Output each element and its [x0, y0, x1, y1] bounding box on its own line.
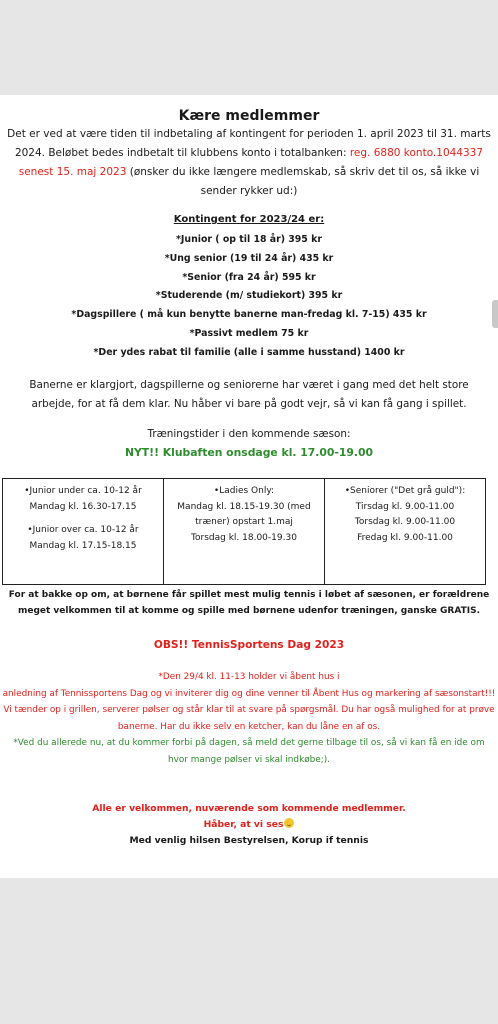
fee-item: *Passivt medlem 75 kr	[189, 327, 309, 339]
schedule-line: Torsdag kl. 18.00-19.30	[191, 532, 297, 543]
fee-item: *Studerende (m/ studiekort) 395 kr	[155, 290, 343, 302]
event-line: Vi tænder op i grillen, serverer pølser og står klar til at svare på spørgsmål. Du har også mulighed for at prøve banerne. Har du ikke selv en ketcher, kan du låne en af os.	[3, 705, 495, 732]
welcome-line: Alle er velkommen, nuværende som kommende medlemmer.	[92, 803, 406, 814]
hope-line	[0, 817, 498, 833]
event-details	[2, 669, 496, 769]
event-heading: OBS!! TennisSportens Dag 2023	[153, 639, 345, 651]
schedule-line: •Junior over ca. 10-12 år	[27, 525, 139, 536]
schedule-line: Mandag kl. 16.30-17.15	[29, 501, 137, 512]
schedule-line: Fredag kl. 9.00-11.00	[357, 532, 453, 543]
fee-item: *Senior (fra 24 år) 595 kr	[182, 271, 316, 283]
courts-paragraph: Banerne er klargjort, dagspillerne og seniorerne har været i gang med det helt store arbejde, for at få dem klar. Nu håber vi bare på godt vejr, så vi kan få gang i spillet.	[29, 379, 469, 410]
club-evening-notice: NYT!! Klubaften onsdage kl. 17.00-19.00	[124, 446, 374, 459]
account-details: reg. 6880 konto.1044337 senest 15. maj 2023	[18, 147, 484, 178]
page-title: Kære medlemmer	[178, 108, 320, 124]
schedule-line: Torsdag kl. 9.00-11.00	[354, 517, 456, 528]
schedule-line: •Junior under ca. 10-12 år	[24, 486, 142, 496]
schedule-line: træner) opstart 1.maj	[195, 517, 293, 528]
fee-item: *Ung senior (19 til 24 år) 435 kr	[164, 252, 334, 264]
fee-item: *Der ydes rabat til familie (alle i samme husstand) 1400 kr	[93, 346, 405, 358]
fee-item: *Dagspillere ( må kun benytte banerne man-fredag kl. 7-15) 435 kr	[71, 309, 427, 321]
scrollbar-handle[interactable]	[492, 300, 498, 328]
training-schedule-table	[2, 478, 486, 585]
hope-text: Håber, at vi ses	[203, 819, 284, 830]
fees-heading: Kontingent for 2023/24 er:	[173, 214, 325, 225]
schedule-junior-cell	[3, 479, 164, 585]
training-heading: Træningstider i den kommende sæson:	[147, 428, 351, 440]
party-emoji-icon	[284, 818, 294, 828]
event-line: anledning af Tennissportens Dag og vi inviterer dig og dine venner til Åbent Hus og markering af sæsonstart!!!	[2, 688, 496, 699]
parents-invitation-paragraph: For at bakke op om, at børnene får spillet mest mulig tennis i løbet af sæsonen, er forældrene meget velkommen til at komme og spille med børnene udenfor træningen, ganske GRATIS.	[8, 590, 490, 616]
fees-list	[0, 231, 498, 363]
signature-line: Med venlig hilsen Bestyrelsen, Korup if tennis	[129, 835, 369, 846]
schedule-ladies-cell	[164, 479, 325, 585]
intro-text: Det er ved at være tiden til indbetaling af kontingent for perioden 1. april 2023 til 31. marts 2024. Beløbet bedes indbetalt til klubbens konto i totalbanken:	[7, 128, 491, 159]
intro-paragraph	[4, 125, 494, 201]
schedule-seniors-cell	[325, 479, 486, 585]
schedule-line: Mandag kl. 18.15-19.30 (med	[177, 501, 311, 512]
closing-block	[0, 801, 498, 849]
event-line: *Den 29/4 kl. 11-13 holder vi åbent hus i	[158, 672, 340, 682]
schedule-line: •Seniorer ("Det grå guld"):	[344, 486, 466, 496]
schedule-line: •Ladies Only:	[213, 486, 275, 496]
schedule-line: Mandag kl. 17.15-18.15	[29, 540, 137, 551]
fee-item: *Junior ( op til 18 år) 395 kr	[176, 234, 322, 245]
intro-text-end: (ønsker du ikke længere medlemskab, så skriv det til os, så ikke vi sender rykker ud:)	[126, 166, 480, 197]
letter-sheet	[0, 95, 498, 878]
schedule-line: Tirsdag kl. 9.00-11.00	[355, 501, 455, 512]
event-line: *Ved du allerede nu, at du kommer forbi på dagen, så meld det gerne tilbage til os, så vi kan få en ide om hvor mange pølser vi skal indkøbe;).	[13, 738, 485, 765]
